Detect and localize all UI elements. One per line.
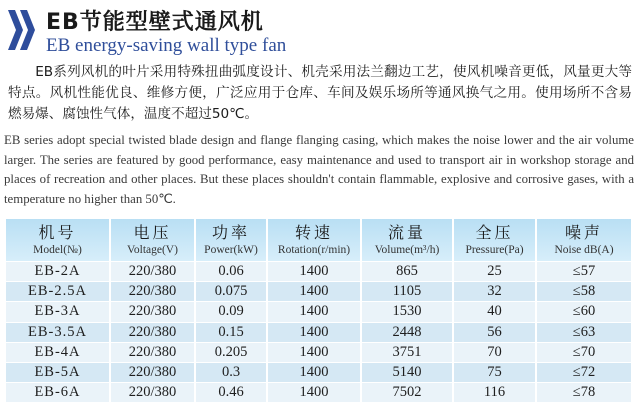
cell-power: 0.46 [195,383,267,403]
cell-pressure: 116 [453,383,536,403]
cell-pressure: 70 [453,342,536,362]
cell-volume: 3751 [361,342,453,362]
cell-voltage: 220/380 [110,262,195,282]
table-row [6,262,631,282]
cell-model: EB-5A [6,362,110,382]
cell-model: EB-6A [6,383,110,403]
cell-rotation: 1400 [267,282,361,302]
cell-volume: 2448 [361,322,453,342]
cell-noise: ≤58 [536,282,631,302]
column-header-power [195,219,267,262]
cell-pressure: 25 [453,262,536,282]
column-header-volume [361,219,453,262]
table-row [6,342,631,362]
column-header-label-zh: 功率 [211,223,250,242]
column-header-label-zh: 流量 [387,223,426,242]
cell-model: EB-3.5A [6,322,110,342]
cell-rotation: 1400 [267,383,361,403]
cell-voltage: 220/380 [110,342,195,362]
cell-pressure: 40 [453,302,536,322]
cell-pressure: 32 [453,282,536,302]
cell-power: 0.075 [195,282,267,302]
table-row [6,282,631,302]
cell-noise: ≤57 [536,262,631,282]
column-header-voltage [110,219,195,262]
cell-volume: 5140 [361,362,453,382]
section-header [6,2,636,60]
column-header-label-zh: 电压 [133,223,172,242]
page-title: EB节能型壁式通风机 [46,10,264,35]
double-chevron-icon [6,8,36,52]
column-header-pressure [453,219,536,262]
column-header-model [6,219,110,262]
cell-rotation: 1400 [267,342,361,362]
cell-voltage: 220/380 [110,302,195,322]
cell-power: 0.3 [195,362,267,382]
column-header-rotation [267,219,361,262]
spec-table [6,219,631,402]
cell-rotation: 1400 [267,362,361,382]
cell-volume: 1105 [361,282,453,302]
cell-noise: ≤78 [536,383,631,403]
cell-rotation: 1400 [267,302,361,322]
table-row [6,362,631,382]
cell-power: 0.15 [195,322,267,342]
column-header-label-en: Rotation(r/min) [277,244,351,256]
column-header-label-zh: 机号 [38,223,77,242]
cell-voltage: 220/380 [110,383,195,403]
cell-model: EB-2A [6,262,110,282]
table-row [6,302,631,322]
cell-noise: ≤70 [536,342,631,362]
cell-model: EB-3A [6,302,110,322]
table-row [6,322,631,342]
cell-noise: ≤72 [536,362,631,382]
cell-volume: 1530 [361,302,453,322]
cell-model: EB-4A [6,342,110,362]
column-header-label-en: Volume(m³/h) [374,244,440,256]
cell-voltage: 220/380 [110,362,195,382]
description-english: EB series adopt special twisted blade design and flange flanging casing, which makes the noise lower and the air volume larger. The series are featured by good performance, easy maintenance and used to transport air in workshop storage and places of recreation and other places. But these places shouldn't contain flammable, explosive and corrosive gases, with a temperature no higher than 50℃. [4,133,634,206]
cell-pressure: 56 [453,322,536,342]
column-header-label-en: Power(kW) [204,244,258,256]
column-header-label-en: Pressure(Pa) [465,244,524,256]
column-header-noise [536,219,631,262]
column-header-label-en: Model(№) [33,244,82,256]
column-header-label-zh: 转速 [294,223,333,242]
column-header-label-en: Noise dB(A) [554,244,614,256]
cell-voltage: 220/380 [110,282,195,302]
cell-model: EB-2.5A [6,282,110,302]
table-header-row [6,219,631,262]
cell-noise: ≤60 [536,302,631,322]
cell-noise: ≤63 [536,322,631,342]
cell-volume: 865 [361,262,453,282]
table-row [6,383,631,403]
cell-power: 0.205 [195,342,267,362]
cell-voltage: 220/380 [110,322,195,342]
cell-rotation: 1400 [267,262,361,282]
cell-volume: 7502 [361,383,453,403]
cell-power: 0.09 [195,302,267,322]
column-header-label-zh: 噪声 [564,223,603,242]
cell-power: 0.06 [195,262,267,282]
column-header-label-zh: 全压 [475,223,514,242]
cell-rotation: 1400 [267,322,361,342]
page-subtitle: EB energy-saving wall type fan [46,35,287,56]
cell-pressure: 75 [453,362,536,382]
column-header-label-en: Voltage(V) [127,244,178,256]
description-chinese: EB系列风机的叶片采用特殊扭曲弧度设计、机壳采用法兰翻边工艺，使风机噪音更低，风量更大等特点。风机性能优良、维修方便，广泛应用于仓库、车间及娱乐场所等通风换气之用。使用场所不含易燃易爆、腐蚀性气体，温度不超过50℃。 [8,64,632,122]
